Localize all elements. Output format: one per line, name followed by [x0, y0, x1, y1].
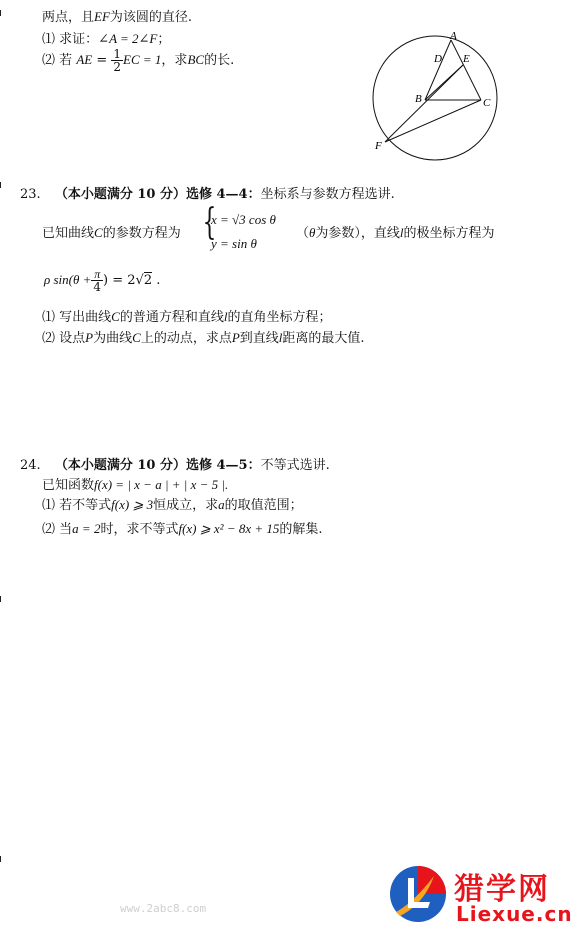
q23-header: 23. （本小题满分 10 分）选修 4—4：坐标系与参数方程选讲.	[20, 187, 395, 202]
half-fraction: $\frac{1}{2}$	[113, 47, 122, 74]
margin-mark	[0, 182, 1, 188]
param-eq-x: x = √3 cos θ	[211, 212, 276, 227]
label-D: D	[434, 53, 442, 65]
segment-BE	[425, 65, 463, 100]
q23-polar-eq: ρ sin(θ + $\frac{\pi}{4}$ ) = 2√2 .	[44, 267, 161, 294]
q24-intro: 已知函数f(x) = | x − a | + | x − 5 |.	[42, 477, 229, 493]
segment-AC	[451, 40, 481, 100]
segment-FC	[385, 100, 481, 142]
q23-param-note: （θ为参数），直线l的极坐标方程为	[296, 225, 495, 241]
q23-part1: ⑴ 写出曲线C的普通方程和直线l的直角坐标方程；	[42, 309, 332, 325]
logo-en: Liexue.cn	[456, 902, 573, 926]
circle-figure	[365, 28, 515, 163]
segment-AB	[425, 40, 451, 100]
pi-over-4: $\frac{\pi}{4}$	[93, 267, 102, 294]
liexue-logo-icon	[384, 862, 452, 926]
q22-part1: ⑴ 求证：∠A = 2∠F；	[42, 31, 171, 47]
label-E: E	[463, 53, 470, 65]
margin-mark	[0, 10, 1, 16]
q23-part2: ⑵ 设点P为曲线C上的动点，求点P到直线l距离的最大值.	[42, 330, 365, 346]
param-brace: {	[202, 202, 217, 243]
segment-FE	[385, 65, 463, 142]
label-C: C	[483, 97, 491, 109]
q23-intro: 已知曲线C的参数方程为	[42, 225, 181, 241]
param-eq-y: y = sin θ	[211, 236, 257, 251]
margin-mark	[0, 856, 1, 862]
q22-part2: ⑵ 若 AE = $\frac{1}{2}$ EC = 1，求BC的长.	[42, 47, 235, 74]
watermark: www.2abc8.com	[120, 902, 207, 915]
label-A: A	[450, 30, 457, 42]
label-B: B	[415, 93, 422, 105]
q24-part1: ⑴ 若不等式f(x) ⩾ 3恒成立，求a的取值范围；	[42, 497, 303, 513]
q24-part2: ⑵ 当a = 2时，求不等式f(x) ⩾ x² − 8x + 15的解集.	[42, 521, 323, 537]
q24-header: 24. （本小题满分 10 分）选修 4—5：不等式选讲.	[20, 458, 330, 473]
label-F: F	[375, 140, 382, 152]
q22-line1: 两点，且EF为该圆的直径.	[42, 9, 193, 25]
logo-cn: 猎学网	[454, 872, 550, 907]
margin-mark	[0, 596, 1, 602]
